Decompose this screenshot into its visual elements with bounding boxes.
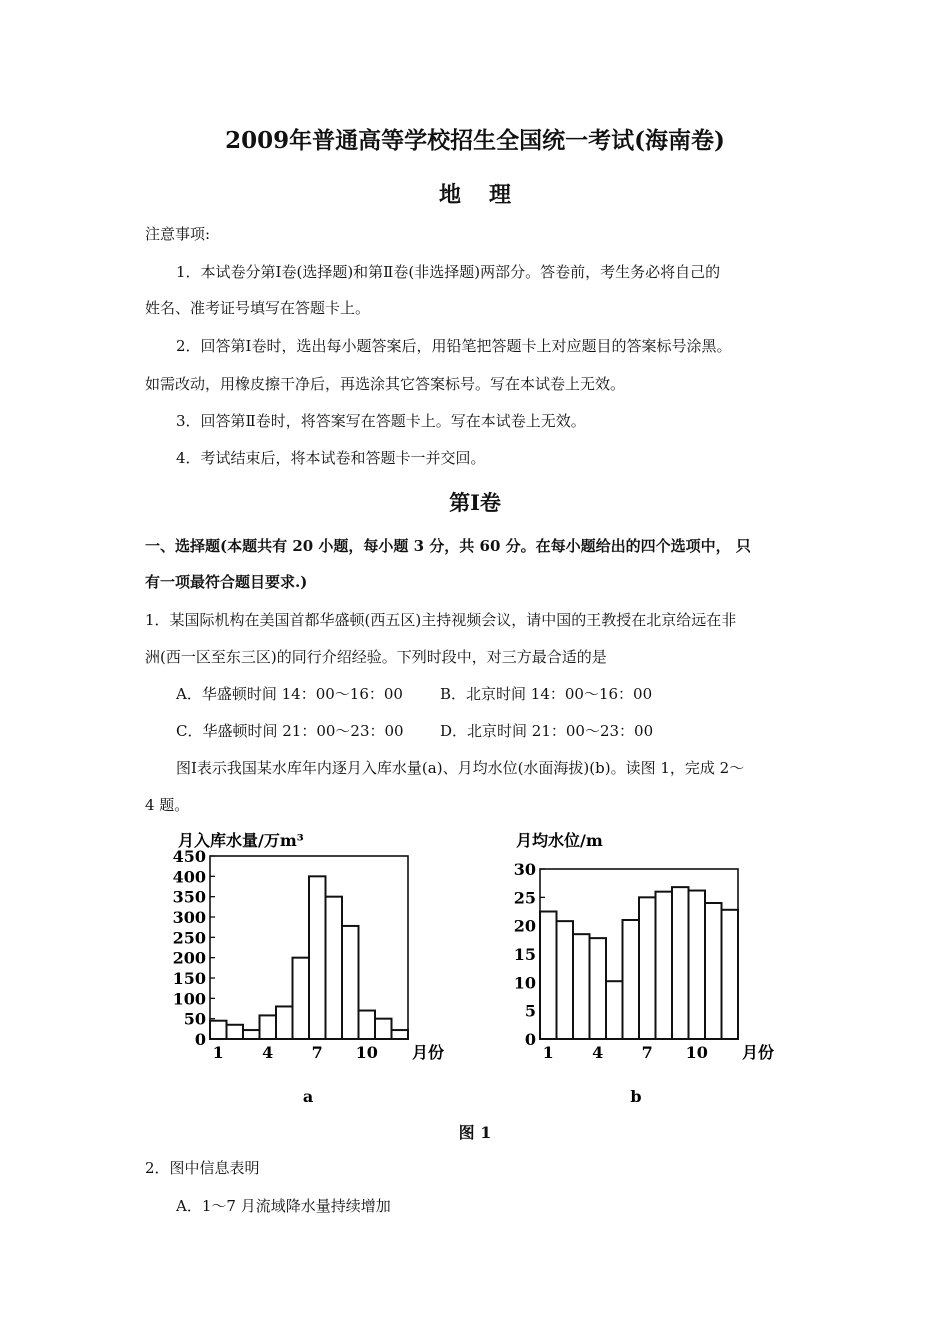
bar xyxy=(689,891,706,1039)
notice-line: 姓名、准考证号填写在答题卡上。 xyxy=(145,299,371,317)
x-tick-label: 7 xyxy=(311,1043,323,1062)
x-axis-label: 月份 xyxy=(412,1043,445,1062)
bar xyxy=(639,897,656,1039)
bar xyxy=(309,876,326,1039)
bar xyxy=(392,1030,409,1039)
bar xyxy=(606,981,623,1039)
question-1-option-c: C．华盛顿时间 21：00～23：00 xyxy=(176,722,404,740)
notice-line: 3．回答第Ⅱ卷时，将答案写在答题卡上。写在本试卷上无效。 xyxy=(176,412,586,430)
x-tick-label: 4 xyxy=(262,1043,274,1062)
panel-label: b xyxy=(630,1087,642,1106)
y-tick-label: 300 xyxy=(172,908,206,927)
part-title: 第Ⅰ卷 xyxy=(449,490,501,515)
y-tick-label: 200 xyxy=(172,948,206,968)
notice-line: 4．考试结束后，将本试卷和答题卡一并交回。 xyxy=(176,449,486,467)
y-axis-label: 月入库水量/万m³ xyxy=(178,831,304,850)
question-1-option-b: B．北京时间 14：00～16：00 xyxy=(440,685,653,703)
bar xyxy=(210,1021,227,1039)
bar xyxy=(705,903,722,1039)
x-tick-label: 10 xyxy=(685,1043,708,1062)
figure-intro: 图Ⅰ表示我国某水库年内逐月入库水量(a)、月均水位(水面海拔)(b)。读图 1，完成 2～ xyxy=(176,759,745,777)
subject-title: 地理 xyxy=(438,182,539,208)
bar xyxy=(722,910,739,1039)
x-tick-label: 1 xyxy=(542,1043,554,1062)
question-1-stem: 洲(西一区至东三区)的同行介绍经验。下列时段中，对三方最合适的是 xyxy=(145,648,607,666)
y-tick-label: 5 xyxy=(524,1001,536,1021)
figure-caption: 图 1 xyxy=(458,1123,492,1142)
section-instructions: 一、选择题(本题共有 20 小题，每小题 3 分，共 60 分。在每小题给出的四个选项中， 只 xyxy=(145,537,751,555)
x-tick-label: 4 xyxy=(592,1043,604,1062)
y-tick-label: 25 xyxy=(513,888,536,908)
question-1-option-d: D．北京时间 21：00～23：00 xyxy=(440,722,654,740)
y-tick-label: 400 xyxy=(172,867,206,887)
bar xyxy=(227,1025,244,1039)
y-tick-label: 15 xyxy=(513,945,536,964)
figure-1 xyxy=(0,820,950,1150)
bar xyxy=(623,920,640,1039)
bar xyxy=(557,921,574,1039)
bar xyxy=(276,1006,293,1039)
x-tick-label: 10 xyxy=(355,1043,378,1062)
bar xyxy=(359,1011,376,1039)
x-axis-label: 月份 xyxy=(742,1043,775,1062)
y-tick-label: 0 xyxy=(194,1030,206,1049)
bar xyxy=(656,892,673,1039)
y-axis-label: 月均水位/m xyxy=(516,831,603,850)
question-2-stem: 2．图中信息表明 xyxy=(145,1159,260,1177)
question-2-option-a: A．1～7 月流域降水量持续增加 xyxy=(176,1197,391,1215)
question-1-option-a: A．华盛顿时间 14：00～16：00 xyxy=(176,685,403,703)
notice-line: 如需改动，用橡皮擦干净后，再选涂其它答案标号。写在本试卷上无效。 xyxy=(145,375,626,393)
bar xyxy=(260,1015,277,1039)
bar xyxy=(375,1019,392,1039)
bar xyxy=(573,934,590,1039)
y-tick-label: 250 xyxy=(172,928,206,948)
section-instructions: 有一项最符合题目要求.) xyxy=(145,573,308,591)
x-tick-label: 7 xyxy=(641,1043,653,1062)
y-tick-label: 50 xyxy=(183,1009,206,1029)
x-tick-label: 1 xyxy=(212,1043,224,1062)
bar xyxy=(342,926,359,1039)
notice-line: 1．本试卷分第Ⅰ卷(选择题)和第Ⅱ卷(非选择题)两部分。答卷前，考生务必将自己的 xyxy=(176,263,721,281)
notice-line: 2．回答第Ⅰ卷时，选出每小题答案后，用铅笔把答题卡上对应题目的答案标号涂黑。 xyxy=(176,337,732,355)
y-tick-label: 100 xyxy=(172,989,206,1009)
exam-title: 2009年普通高等学校招生全国统一考试(海南卷) xyxy=(225,127,725,154)
bar xyxy=(293,958,310,1039)
y-tick-label: 150 xyxy=(172,969,206,988)
bar xyxy=(672,887,689,1039)
y-tick-label: 450 xyxy=(172,847,206,866)
notice-heading: 注意事项: xyxy=(145,225,211,243)
bar xyxy=(590,938,607,1039)
y-tick-label: 0 xyxy=(524,1030,536,1049)
y-tick-label: 10 xyxy=(513,973,536,993)
y-tick-label: 30 xyxy=(513,860,536,879)
bar xyxy=(540,912,557,1040)
y-tick-label: 20 xyxy=(513,916,536,936)
bar xyxy=(326,897,343,1039)
bar xyxy=(243,1030,260,1039)
panel-label: a xyxy=(302,1087,314,1106)
figure-intro: 4 题。 xyxy=(145,796,190,814)
y-tick-label: 350 xyxy=(172,887,206,907)
question-1-stem: 1．某国际机构在美国首都华盛顿(西五区)主持视频会议，请中国的王教授在北京给远在非 xyxy=(145,611,737,629)
